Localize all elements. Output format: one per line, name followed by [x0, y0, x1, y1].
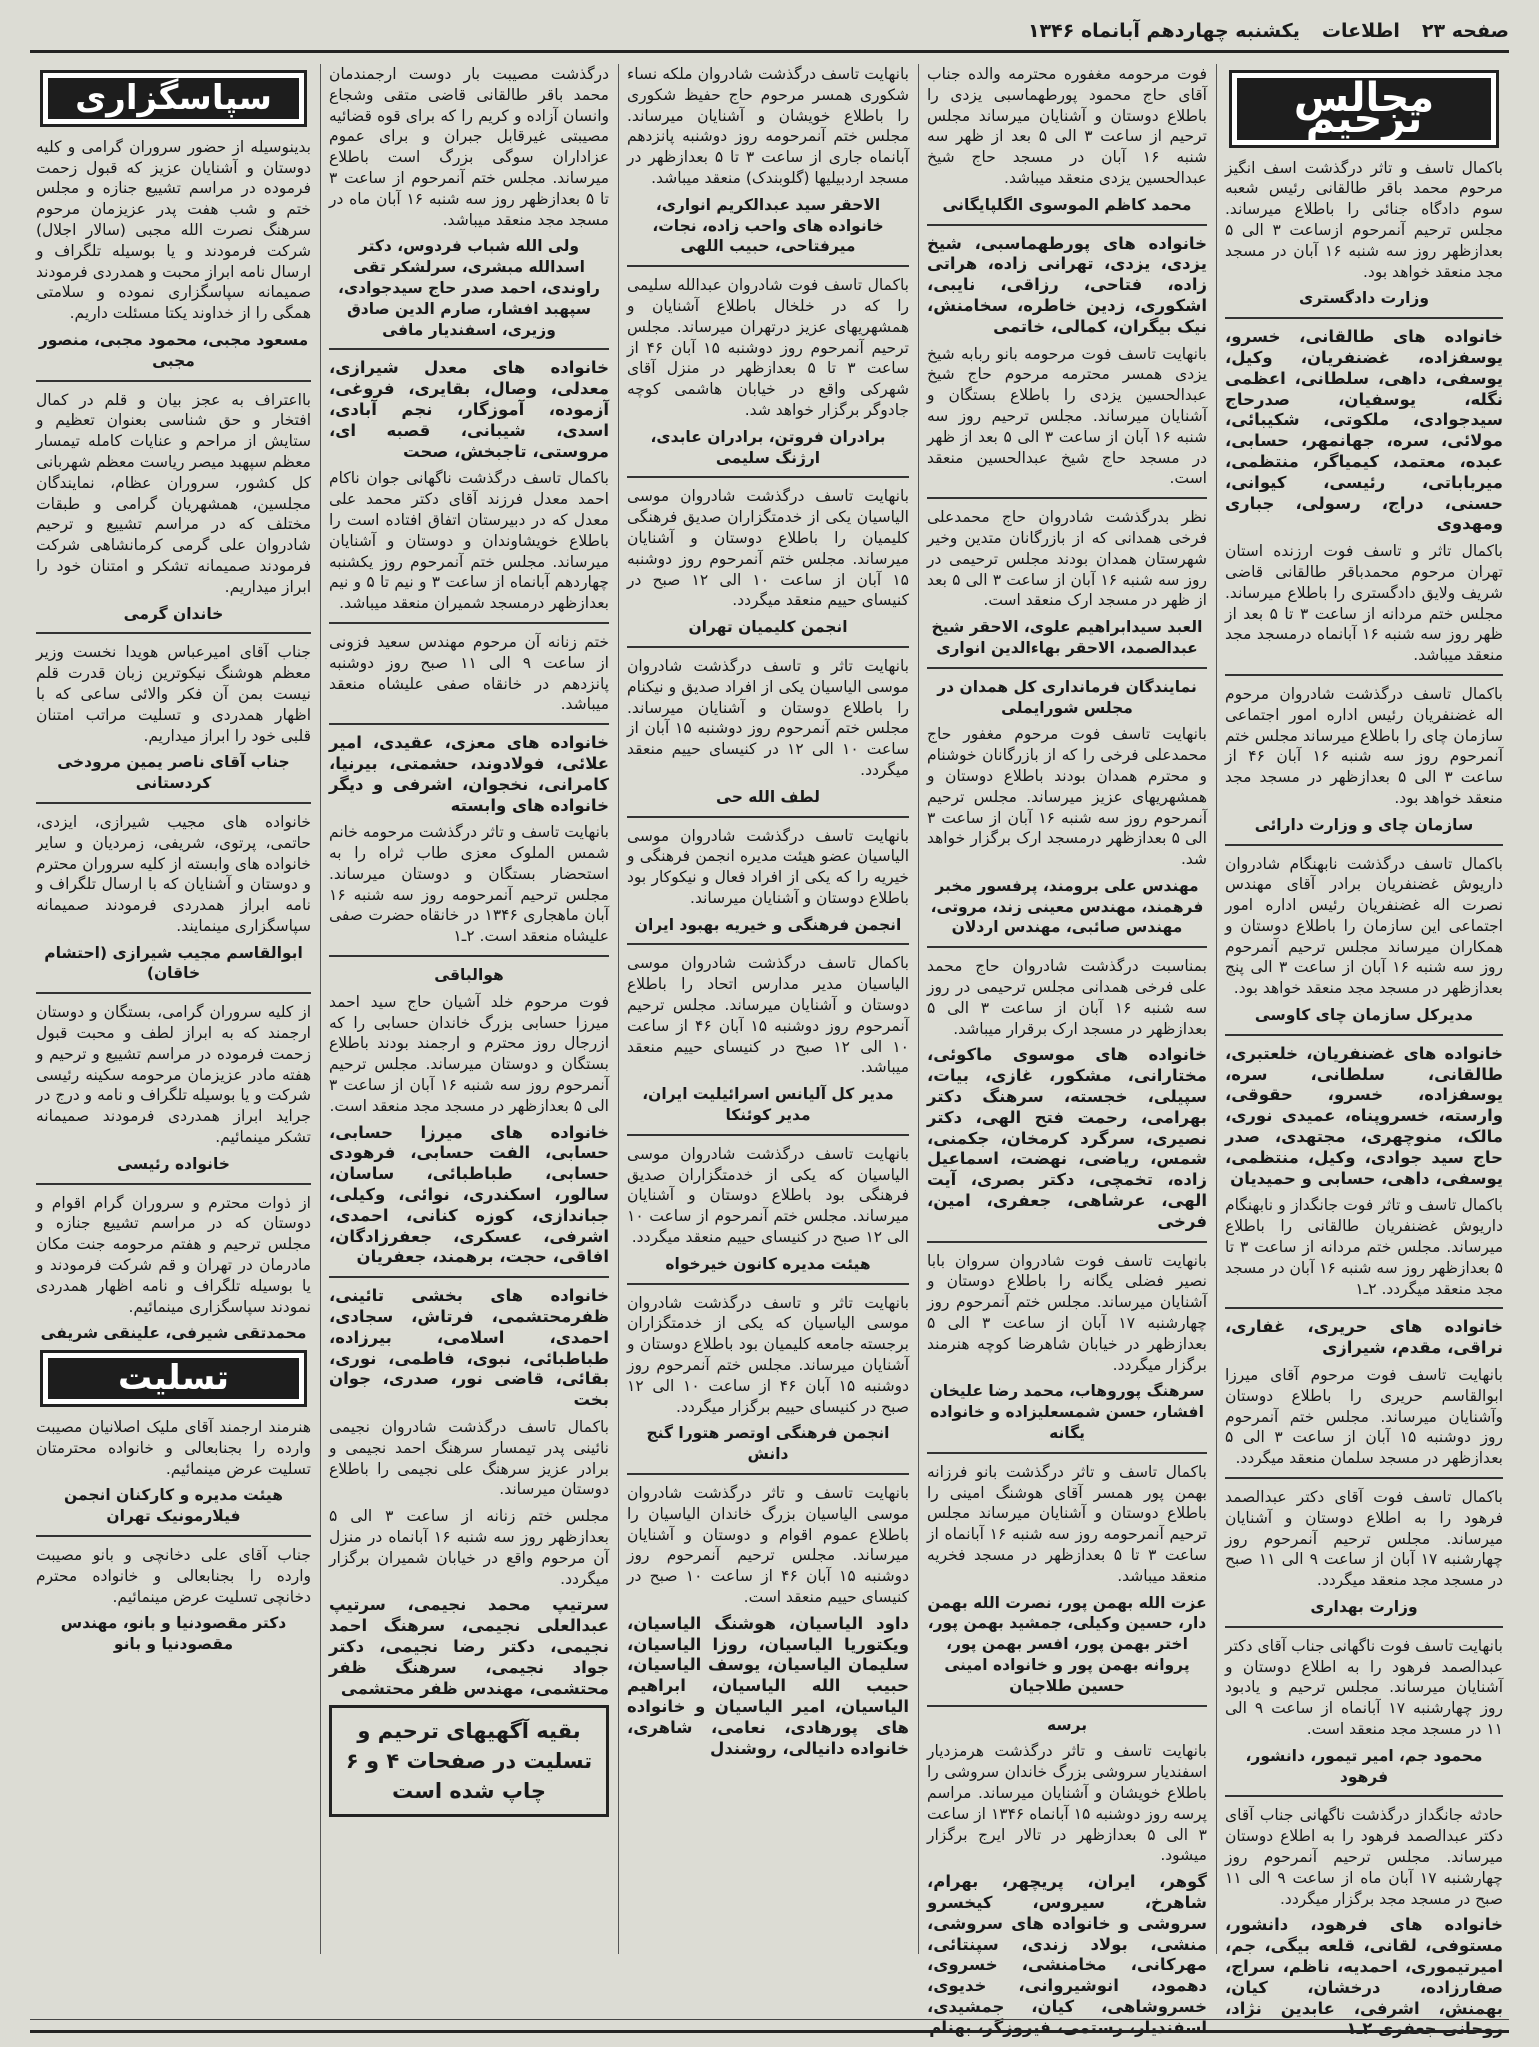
notice-text: بانهایت تاسف و تاثر درگذشت شادروان موسی الیاسیان بزرگ خاندان الیاسیان را باطلاع عموم اقوام و دوستان و آشنایان میرساند. مجلس ترحیم آنمرحوم روز دوشنبه ۱۵ آبان ۴۶ از ساعت ۱۰ صبح در کنیسای حییم منعقد است. [627, 1484, 909, 1606]
notice-text: باکمال تاسف و تاثر درگذشت بانو فرزانه بهمن پور همسر آقای هوشنگ امینی را باطلاع دوستان و آشنایان میرساند مجلس ترحیم آنمرحومه روز سه شنبه ۱۶ آبانماه از ساعت ۳ تا ۵ بعدازظهر در مسجد فخریه منعقد میباشد. [927, 1462, 1208, 1585]
notice-text: بانهایت تاسف و تاثر درگذشت هرمزدیار اسفندیار سروشی بزرگ خاندان سروشی را باطلاع خویشان و آشنایان میرساند. مراسم پرسه روز دوشنبه ۱۵ آبانماه ۱۳۴۶ از ساعت ۳ الی ۵ بعدازظهر در تالار ایرج برگزار میشود. [927, 1742, 1207, 1865]
notice-signature: ابوالقاسم مجیب شیرازی (احتشام خاقان) [44, 943, 303, 983]
notice-signature: لطف الله حی [716, 787, 820, 806]
notice-signature: العبد سیدابراهیم علوی، الاحقر شیخ عبدالصمد، الاحقر بهاءالدین انواری [931, 618, 1203, 657]
notice-text: حادثه جانگداز درگذشت ناگهانی جناب آقای دکتر عبدالصمد فرهود را به اطلاع دوستان میرساند. مجلس ترحیم آنمرحوم روز چهارشنبه ۱۷ آبان ماه از ساعت ۹ الی ۱۱ صبح در مسجد مجد برگزار میگردد. [1225, 1806, 1504, 1908]
section-title-box [1229, 70, 1499, 148]
family-list: خانواده های موسوی ماکوئی، مختارانی، مشکور، غازی، بیات، سپیلی، خجسته، سرهنگ دکتر بهرامی، رحمت فتح الهی، دکتر نصیری، سرگرد کرمخان، جکمنی، شمس، رياضی، نهضت، اسماعیل زاده، تخمچی، دکتر بصری، آیت الهی، عرشاهی، جعفری، امین، فرخی [927, 1045, 1207, 1231]
family-list: سرتیپ محمد نجیمی، سرتیپ عبدالعلی نجیمی، سرهنگ احمد نجیمی، دکتر رضا نجیمی، دکتر جواد نجیمی، سرهنگ ظفر محتشمی، مهندس ظفر محتشمی [329, 1595, 609, 1698]
column-5 [30, 64, 317, 1964]
notice-signature: هیئت مدیره کانون خیرخواه [665, 1254, 871, 1273]
notice-signature: وزارت بهداری [1310, 1598, 1418, 1616]
notice-signature: خانواده رئیسی [117, 1154, 230, 1173]
notice-text: باکمال تاسف درگذشت شادروان نجیمی نائینی پدر تیمسار سرهنگ احمد نجیمی و برادر عزیز سرهنگ علی نجیمی را باطلاع دوستان میرساند. [329, 1418, 609, 1499]
section-subtitle: برسه [1046, 1715, 1088, 1734]
notice-signature: جناب آقای ناصر یمین مرودخی کردستانی [57, 753, 290, 793]
notice-text: خانواده های مجیب شیرازی، ایزدی، حاتمی، پرتوی، شریفی، زمردیان و سایر خانواده های وابسته از کلیه سروران محترم و دوستان و آشنایان که با ارسال تلگراف و نامه ابراز همدردی فرمودند صمیمانه سپاسگزاری مینمایند. [36, 812, 311, 935]
notice-text: جناب آقای امیرعباس هویدا نخست وزیر معظم هوشنگ نیکوترین زبان قدرت قلم نیست بمن آن فکر والائی ساعی که با اظهار همدردی و تسلیت مراتب امتنان قلبی خود را ابراز میداریم. [36, 643, 311, 745]
notice-text: بانهایت تاسف فوت ناگهانی جناب آقای دکتر عبدالصمد فرهود را به اطلاع دوستان و آشنایان میرساند. مجلس ترحیم و یادبود روز چهارشنبه ۱۷ آبانماه از ساعت ۹ الی ۱۱ در مسجد مجد منعقد است. [1225, 1636, 1503, 1738]
family-list: داود الیاسیان، هوشنگ الیاسیان، ویکتوریا الیاسیان، روزا الیاسیان، سلیمان الیاسیان، یوسف الیاسیان، حبیب الله الیاسیان، ابراهیم الیاسیان، امیر الیاسیان و خانواده های پورهادی، نعامی، شاهری، خانواده دانیالی، روشندل [627, 1613, 909, 1758]
newspaper-name: اطلاعات [1321, 20, 1400, 42]
notice-text: باکمال تاسف و تاثر درگذشت اسف انگیز مرحوم محمد باقر طالقانی رئیس شعبه سوم دادگاه جنائی را باطلاع میرساند. مجلس ترحیم آنمرحوم ازساعت ۳ الی ۵ بعدازظهر روز سه شنبه ۱۶ آبان در مسجد مجد منعقد خواهد بود. [1225, 158, 1503, 281]
family-list: خانواده های حریری، غفاری، نراقی، مقدم، شیرازی [1225, 1317, 1503, 1358]
column-4 [323, 64, 615, 1964]
notice-text: بانهایت تاسف فوت شادروان سروان بابا نصیر فضلی یگانه را باطلاع دوستان و آشنایان میرساند. مجلس ختم آنمرحوم روز چهارشنبه ۱۷ آبان از ساعت ۳ الی ۵ بعدازظهر در خیابان شاهرضا کوچه هنرمند برگزار میگردد. [927, 1251, 1207, 1374]
notice-signature: محمد کاظم الموسوی الگلپایگانی [942, 195, 1192, 214]
notice-text: باکمال تاسف فوت آقای دکتر عبدالصمد فرهود را به اطلاع دوستان و آشنایان میرساند. مجلس ترحیم آنمرحوم روز چهارشنبه ۱۷ آبان از ساعت ۹ الی ۱۱ صبح در مسجد مجد منعقد میگردد. [1225, 1488, 1503, 1590]
notice-signature: ولی الله شباب فردوس، دکتر اسدالله مبشری، سرلشکر تقی راوندی، احمد صدر حاج سیدجوادی، سپهبد افشار، صارم الدین صادق وزیری، اسفندیار مافی [338, 237, 600, 339]
family-list: خانواده های معزی، عقیدی، امیر علائی، فولادوند، حشمتی، بیرنیا، کامرانی، نخجوان، اشرفی و دیگر خانواده های وابسته [329, 733, 609, 815]
notice-text: فوت مرحوم خلد آشیان حاج سید احمد میرزا حسابی بزرگ خاندان حسابی را که ازرجال روز محترم و ارجمند بودند باطلاع بستگان و دوستان میرساند. مجلس ترحیم آنمرحوم روز سه شنبه ۱۶ آبان از ساعت ۳ الی ۵ بعدازظهر در مسجد مجد منعقد است. [329, 992, 610, 1115]
notice-text: بانهایت تاسف فوت مرحوم مغفور حاج محمدعلی فرخی را که از بازرگانان خوشنام و محترم همدان بودند باطلاع دوستان و همشهریهای عزیز میرساند. مجلس ترحیم آنمرحوم روز سه شنبه ۱۶ آبان از ساعت ۳ الی ۵ بعدازظهر درمسجد ارک برگزار خواهد شد. [927, 725, 1208, 869]
notice-text: نظر بدرگذشت شادروان حاج محمدعلی فرخی همدانی که از بازرگانان متدین وخیر شهرستان همدان بودند مجلس ترحیمی در روز سه شنبه ۱۶ آبان از ساعت ۳ الی ۵ بعد از ظهر در مسجد ارک منعقد است. [927, 508, 1208, 610]
notice-signature: برادران فروتن، برادران عابدی، ارژنگ سلیمی [650, 427, 886, 467]
notice-signature: عزت الله بهمن پور، نصرت الله بهمن دار، حسین وکیلی، جمشید بهمن پور، اختر بهمن پور، افسر بهمن پور، پروانه بهمن پور و خانواده امینی حسین طلاجیان [927, 1593, 1207, 1695]
notice-text: بدینوسیله از حضور سروران گرامی و کلیه دوستان و آشنایان عزیز که قبول زحمت فرموده در مراسم تشییع جنازه و مجلس ختم و شب هفت پدر عزیزمان مرحوم سرهنگ نصرت الله مجبی (سالار اجلال) شرکت فرمودند و یا بوسیله تلگراف و ارسال نامه ابراز محبت و همدردی فرمودند صمیمانه سپاسگزاری نموده و سلامتی همگی را از خداوند یکتا مسئلت داریم. [36, 137, 311, 323]
notice-text: باکمال تاثر و تاسف فوت ارزنده استان تهران مرحوم محمدباقر طالقانی قاضی شریف ولایق دادگستری را باطلاع میرساند. مجلس ختم مردانه از ساعت ۳ تا ۵ بعد از ظهر روز سه شنبه ۱۶ آبانماه درمسجد مجد منعقد میباشد. [1225, 542, 1503, 665]
family-list: خانواده های طالقانی، خسرو، یوسفزاده، غضنفریان، وکیل، یوسفی، داهی، سلطانی، اعظمی نگله، یوسفیان، صدرحاج سیدجوادی، ملکوتی، شکیبائی، مولائی، سره، جهانمهر، حسابی، عبده، معتمد، کیمیاگر، منتظمی، میرباباتی، رئیسی، کیوانی، حسنی، دراج، رسولی، جباری ومهدوی [1225, 327, 1503, 534]
notice-text: بانهایت تاثر و تاسف درگذشت شادروان موسی الیاسیان یکی از افراد صدیق و نیکنام را باطلاع دوستان و آشنایان میرساند. مجلس ختم آنمرحوم روز دوشنبه ۱۵ آبان از ساعت ۱۰ الی ۱۲ در کنیسای حییم منعقد میگردد. [627, 656, 909, 779]
notice-text: بانهایت تاسف درگذشت شادروان موسی الیاسیان که یکی از خدمتگزاران صدیق فرهنگی بود باطلاع دوستان و آشنایان میرساند. مجلس ختم آنمرحوم از ساعت ۱۰ الی ۱۲ صبح در کنیسای حییم منعقد میگردد. [627, 1144, 909, 1247]
notice-text: بانهایت تاسف و تاثر درگذشت مرحومه خانم شمس الملوک معزی طاب ثراه را به استحضار بستگان و دوستان میرساند. مجلس ترحیم آنمرحومه روز سه شنبه ۱۶ آبان ماهجاری ۱۳۴۶ در خانقاه حضرت صفی علیشاه منعقد است. ۲ـ۱ [329, 823, 609, 946]
notice-signature: هیئت مدیره و کارکنان انجمن فیلارمونیک تهران [64, 1486, 283, 1526]
notice-signature: خاندان گرمی [123, 604, 224, 623]
notice-signature: محمود جم، امیر تیمور، دانشور، فرهود [1245, 1746, 1483, 1786]
notice-signature: محمدتقی شیرفی، علینقی شریفی [40, 1324, 307, 1343]
notice-text: باکمال تاسف درگذشت ناگهانی جوان ناکام احمد معدل فرزند آقای دکتر محمد علی معدل که در دبیرستان اتفاق افتاده است را باطلاع خویشاوندان و دوستان و آشنایان میرساند. مجلس ختم آنمرحوم روز یکشنبه چهاردهم آبانماه از ساعت ۳ و نیم تا ۵ و نیم بعدازظهر درمسجد شمیران منعقد میباشد. [329, 469, 609, 613]
notice-signature: انجمن فرهنگی و خیریه بهبود ایران [634, 915, 902, 934]
notice-text: درگذشت مصیبت بار دوست ارجمندمان محمد باقر طالقانی قاضی متقی وشجاع وانسان آزاده و کریم را که برای قوه قضائیه مصیبتی غیرقابل جبران و برای عموم عزاداران سوگی بزرگ است باطلاع میرساند. مجلس ختم آنمرحوم از ساعت ۳ تا ۵ بعدازظهر روز سه شنبه ۱۶ آبان ماه در مسجد مجد منعقد میباشد. [329, 65, 609, 229]
column-1 [1219, 64, 1509, 2039]
notice-signature: وزارت دادگستری [1299, 289, 1429, 308]
notice-text: باکمال تاسف درگذشت شادروان مرحوم اله غضنفریان رئیس اداره امور اجتماعی سازمان چای را باطلاع میرساند مجلس ختم آنمرحوم روز سه شنبه ۱۶ آبان ۴۶ از ساعت ۳ الی ۵ بعدازظهر در مسجد مجد منعقد خواهد بود. [1225, 684, 1503, 807]
continuation-notice: بقیه آگهیهای ترحیم و تسلیت در صفحات ۴ و ۶ چاپ شده است [329, 1705, 609, 1817]
family-list: خانواده های غضنفریان، خلعتبری، طالقانی، سلطانی، سره، یوسفزاده، خسرو، حقوقی، وارسته، خسروپناه، عمیدی نوری، مالک، منوچهری، مجتهدی، صدر حاج سید جوادی، وکیل، منتظمی، یوسفی، داهی، حسابی و حمیدیان [1225, 1043, 1503, 1188]
notice-text: مجلس ختم زنانه از ساعت ۳ الی ۵ بعدازظهر روز سه شنبه ۱۶ آبانماه در منزل آن مرحوم واقع در خیابان شمیران برگزار میگردد. [329, 1507, 609, 1588]
notice-text: بااعتراف به عجز بیان و قلم در کمال افتخار و حق شناسی بعنوان تعظیم و ستایش از مراحم و عنایات کامله تیمسار معظم سپهبد میصر ریاست معظم شهربانی کل کشور، سروران عظام، نمایندگان مجلسین، همشهریان گرامی و طبقات مختلف که در مراسم تشییع و ترحیم شادروان علی گرمی کرمانشاهی شرکت فرمودند صمیمانه تشکر و امتنان خود را ابراز میداریم. [36, 390, 311, 596]
bottom-rule [30, 2019, 1509, 2033]
section-subtitle: هوالباقی [434, 966, 504, 985]
notice-signature: مدیر کل آلیانس اسرائیلیت ایران، مدیر کوئنکا [642, 1085, 894, 1125]
family-list: خانواده های پورطهماسبی، شیخ یزدی، یزدی، تهرانی زاده، هراتی زاده، فتاحی، رزاقی، نایبی، اشکوری، زدین خاطره، سخامنش، نیک بیگران، کمالی، خاتمی [927, 233, 1207, 336]
notice-text: از ذوات محترم و سروران گرام اقوام و دوستان که در مراسم تشییع جنازه و مجلس ترحیم و هفتم مرحومه جنت مکان مادرمان در تهران و قم شرکت فرمودند و یا بوسیله تلگراف و نامه اظهار همدردی نمودند سپاسگزاری مینمائیم. [36, 1193, 311, 1316]
column-3 [621, 64, 915, 1964]
notice-text: باکمال تاسف فوت شادروان عبدالله سلیمی را که در خلخال باطلاع آشنایان و همشهریهای عزیز درتهران میرساند. مجلس ترحیم آنمرحوم روز دوشنبه ۱۵ آبان ۴۶ از ساعت ۳ تا ۵ بعدازظهر در منزل آقای شهرکی واقع در خیابان هاشمی کوچه جادوگر برگزار خواهد شد. [627, 276, 910, 419]
notice-text: باکمال تاسف درگذشت نابهنگام شادروان داریوش غضنفریان برادر آقای مهندس نصرت اله غضنفریان رئیس اداره امور اجتماعی این سازمان را باطلاع دوستان و همکاران میرساند مجلس ترحیم آنمرحوم روز سه شنبه ۱۶ آبان از ساعت ۳ الی پنج بعدازظهر در مسجد مجد منعقد خواهد بود. [1225, 854, 1503, 998]
section-title-box [40, 1350, 307, 1407]
notice-text: بانهایت تاثر و تاسف درگذشت شادروان موسی الیاسیان که یکی از خدمتگزاران برجسته جامعه کلیمیان بود باطلاع دوستان و آشنایان میرساند. مجلس ختم آنمرحوم روز دوشنبه ۱۵ آبان ۴۶ از ساعت ۱۰ الی ۱۲ صبح در کنیسای حییم برگزار میگردد. [627, 1293, 909, 1416]
page-number: صفحه ۲۳ [1421, 20, 1509, 42]
notice-signature: انجمن فرهنگی اوتصر هتورا گنج دانش [646, 1424, 890, 1464]
notice-text: هنرمند ارجمند آقای ملیک اصلانیان مصیبت وارده را بجنابعالی و خانواده محترمتان تسلیت عرض مینمائیم. [36, 1418, 311, 1478]
column-2 [921, 64, 1213, 2037]
notice-text: بانهایت تاسف فوت مرحوم آقای میرزا ابوالقاسم حریری را باطلاع دوستان وآشنایان میرساند. مجلس ختم آنمرحوم روز دوشنبه ۱۵ آبان از ساعت ۳ الی ۵ بعدازظهر در مسجد سلمان منعقد میگردد. [1225, 1366, 1504, 1468]
family-list: گوهر، ایران، پریچهر، بهرام، شاهرخ، سیروس، کیخسرو سروشی و خانواده های سروشی، منشی، بولاد زندی، سپنتائی، مهرکانی، مخامنشی، خسروی، دهمود، انوشیروانی، خدیوی، خسروشاهی، کیان، جمشیدی، اسفندیار، رستمی، فیروزگر، بهنام [927, 1872, 1207, 2037]
page-header [30, 12, 1509, 53]
notice-text: بانهایت تاسف درگذشت شادروان ملکه نساء شکوری همسر مرحوم حاج حفیظ شکوری را باطلاع خویشان و آشنایان میرساند. مجلس ختم آنمرحومه روز دوشنبه پانزدهم آبانماه جاری از ساعت ۳ تا ۵ بعدازظهر در مسجد اردبیلیها (گلوبندک) منعقد میباشد. [627, 65, 910, 187]
family-list: خانواده های میرزا حسابی، حسابی، الفت حسابی، فرهودی حسابی، طباطبائی، ساسان، سالور، اسکندری، نوائی، وکیلی، جباندازی، کوزه کنانی، احمدی، اشرفی، عسکری، جعفرزادگان، افاقی، حجت، برهمند، جعفریان [329, 1122, 609, 1267]
notice-text: جناب آقای علی دخانچی و بانو مصیبت وارده را بجنابعالی و خانواده محترم دخانچی تسلیت عرض مینمائیم. [36, 1546, 311, 1606]
notice-text: فوت مرحومه مغفوره محترمه والده جناب آقای حاج محمود پورطهماسبی یزدی را باطلاع دوستان و آشنایان میرساند مجلس ترحیم از ساعت ۳ الی ۵ بعد از ظهر سه شنبه ۱۶ آبان در مسجد حاج شیخ عبدالحسین یزدی منعقد میباشد. [927, 65, 1207, 187]
section-title: تسلیت [48, 1358, 299, 1399]
notice-text: ختم زنانه آن مرحوم مهندس سعید فزونی از ساعت ۹ الی ۱۱ صبح روز دوشنبه پانزدهم در خانقاه صفی علیشاه منعقد میباشد. [329, 632, 609, 714]
family-list: خانواده های بخشی تائینی، ظفرمحتشمی، فرتاش، سجادی، احمدی، اسلامی، بیرزاده، طباطبائی، نبوی، فاطمی، نوری، بقائی، قاضی نور، صدری، جوان بخت [329, 1286, 609, 1410]
notice-signature: سرهنگ پوروهاب، محمد رضا علیخان افشار، حسن شمسعلیزاده و خانواده یگانه [929, 1382, 1205, 1443]
notice-text: بمناسبت درگذشت شادروان حاج محمد علی فرخی همدانی مجلس ترحیمی در روز سه شنبه ۱۶ آبان از ساعت ۳ الی ۵ بعدازظهر در مسجد ارک برقرار میباشد. [927, 957, 1207, 1038]
notice-signature: دکتر مقصودنیا و بانو، مهندس مقصودنیا و بانو [60, 1614, 287, 1654]
notice-signature: مهندس علی برومند، پرفسور مخبر فرهمند، مهندس معینی زند، مروتی، مهندس صائبی، مهندس اردلان [930, 876, 1204, 937]
notice-text: باکمال تاسف و تاثر فوت جانگداز و نابهنگام داریوش غضنفریان طالقانی را باطلاع میرساند. مجلس ختم مردانه از ساعت ۳ تا ۵ بعدازظهر روز سه شنبه ۱۶ آبان در مسجد مجد منعقد میگردد. ۲ـ۱ [1225, 1196, 1503, 1298]
notice-signature: نمایندگان فرمانداری کل همدان در مجلس شورایملی [937, 677, 1197, 717]
section-title: سپاسگزاری [48, 78, 299, 119]
notice-signature: مدیرکل سازمان چای کاوسی [1254, 1006, 1474, 1025]
notice-text: بانهایت تاسف درگذشت شادروان موسی الیاسیان عضو هیئت مدیره انجمن فرهنگی و خیریه را که یکی از افراد فعال و نیکوکار بود باطلاع دوستان و آشنایان میرساند. [627, 826, 909, 907]
issue-date: یکشنبه چهاردهم آبانماه ۱۳۴۶ [1027, 20, 1300, 42]
notice-signature: مسعود مجبی، محمود مجبی، منصور مجبی [38, 330, 309, 370]
family-list: خانواده های فرهود، دانشور، مستوفی، لقانی، قلعه بیگی، جم، امیرتیموری، احمدیه، ناظم، سراج، صفارزاده، درخشان، کیان، بهمنش، اشرفی، عابدین نژاد، روحانی جعفری ۲ـ۱ [1225, 1915, 1503, 2039]
notice-text: بانهایت تاسف درگذشت شادروان موسی الیاسیان یکی از خدمتگزاران صدیق فرهنگی کلیمیان را باطلاع دوستان و آشنایان میرساند. مجلس ختم آنمرحوم روز دوشنبه ۱۵ آبان از ساعت ۱۰ الی ۱۲ صبح در کنیسای حییم منعقد میگردد. [627, 487, 909, 610]
notice-signature: انجمن کلیمیان تهران [688, 618, 848, 637]
notice-text: بانهایت تاسف فوت مرحومه بانو ربابه شیخ یزدی همسر محترمه مرحوم حاج شیخ عبدالحسین یزدی را باطلاع بستگان و آشنایان میرساند. مجلس ترحیم روز سه شنبه ۱۶ آبان از ساعت ۳ الی ۵ بعد از ظهر در مسجد حاج شیخ عبدالحسین منعقد است. [927, 344, 1207, 488]
notice-text: باکمال تاسف درگذشت شادروان موسی الیاسیان مدیر مدارس اتحاد را باطلاع دوستان و آشنایان میرساند. مجلس ترحیم آنمرحوم روز دوشنبه ۱۵ آبان ۴۶ از ساعت ۱۰ الی ۱۲ صبح در کنیسای حییم منعقد میباشد. [627, 954, 910, 1077]
section-title: مجالس ترحیم [1237, 78, 1491, 140]
family-list: خانواده های معدل شیرازی، معدلی، وصال، بقایری، فروغی، آزموده، آموزگار، نجم آبادی، اسدی، شیبانی، قصبه ای، مروستی، تاجبخش، صحت [329, 358, 609, 461]
section-title-box [40, 70, 307, 127]
notice-text: از کلیه سروران گرامی، بستگان و دوستان ارجمند که به ابراز لطف و محبت قبول زحمت فرموده در مراسم تشییع و ترحیم و هفته مادر عزیزمان مرحومه سکینه رئیسی شرکت و یا بوسیله تلگراف و نامه و درج در جراید ابراز همدردی فرمودند صمیمانه تشکر مینمائیم. [36, 1003, 311, 1147]
notice-signature: سازمان چای و وزارت دارائی [1254, 815, 1474, 834]
notice-signature: الاحقر سید عبدالکریم انواری، خانواده های واحب زاده، نجات، میرفتاحی، حبیب اللهی [652, 195, 884, 256]
